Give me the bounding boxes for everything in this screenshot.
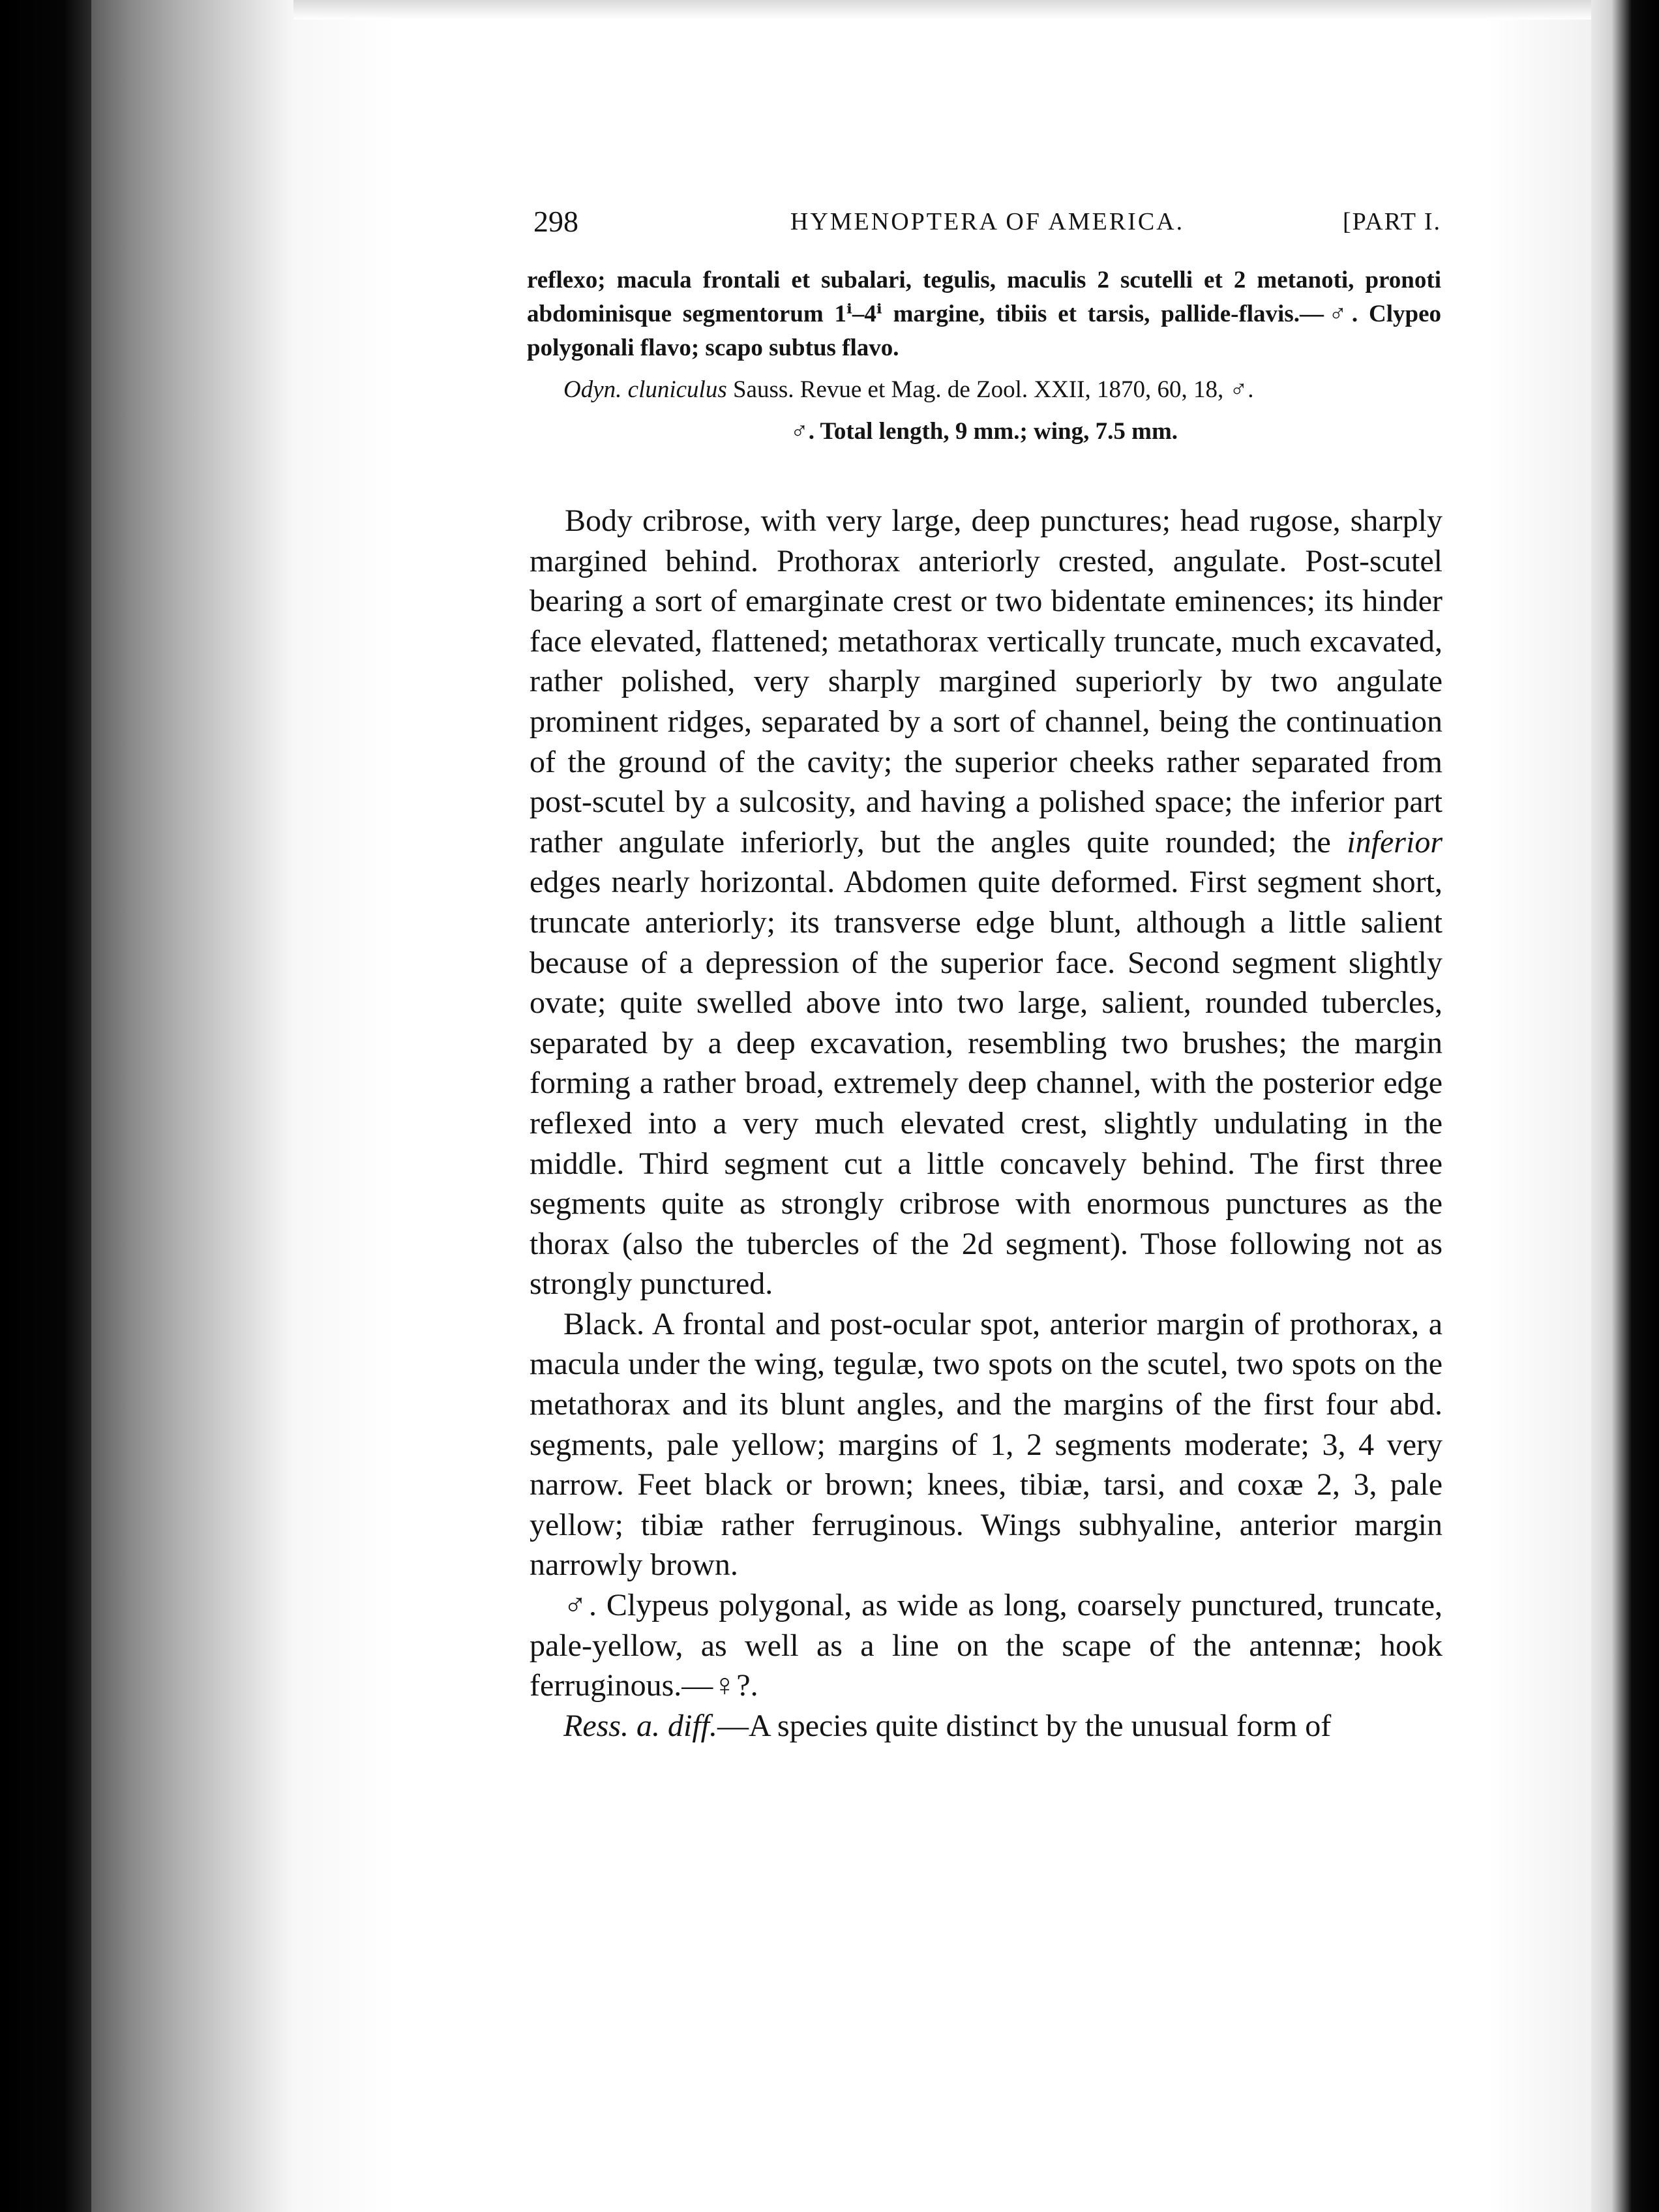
- running-header: [533, 202, 1441, 241]
- species-diagnosis: [527, 263, 1441, 449]
- measurements-line: ♂. Total length, 9 mm.; wing, 7.5 mm.: [790, 418, 1178, 445]
- paragraph-coloration: Black. A frontal and post-ocular spot, anterior margin of prothorax, a macula under the wing, tegulæ, two spots on the scutel, two spots on the metathorax and its blunt angles, and the margins of the first four abd. segments, pale yellow; margins of 1, 2 segments moderate; 3, 4 very narrow. Feet black or brown; knees, tibiæ, tarsi, and coxæ 2, 3, pale yellow; tibiæ rather ferruginous. Wings subhyaline, anterior margin narrowly brown.: [530, 1306, 1442, 1583]
- part-label: [PART I.: [1343, 208, 1441, 235]
- paragraph-male: ♂. Clypeus polygonal, as wide as long, coarsely punctured, truncate, pale-yellow, as well as a line on the scape of the antennæ; hook ferruginous.—♀?.: [530, 1588, 1442, 1703]
- running-title: HYMENOPTERA OF AMERICA.: [790, 208, 1185, 235]
- paragraph-structure: [530, 501, 1442, 1304]
- differences-text: —A species quite distinct by the unusual form of: [717, 1708, 1332, 1743]
- paragraph-differences: [530, 1706, 1442, 1746]
- paragraph-structure-text-b: edges nearly horizontal. Abdomen quite deformed. First segment short, truncate anteriorly; its transverse edge blunt, although a little salient because of a depression of the superior face. Second segment slightly ovate; quite swelled above into two large, salient, rounded tubercles, separated by a deep excavation, resembling two brushes; the margin forming a rather broad, extremely deep channel, with the posterior edge reflexed into a very much elevated crest, slightly undulating in the middle. Third segment cut a little concavely behind. The first three segments quite as strongly cribrose with enormous punctures as the thorax (also the tubercles of the 2d segment). Those following not as strongly punctured.: [530, 865, 1442, 1302]
- page-number: 298: [533, 205, 578, 238]
- paragraph-structure-text-a: Body cribrose, with very large, deep punctures; head rugose, sharply margined behind. Prothorax anteriorly crested, angulate. Post-scutel bearing a sort of emarginate crest or two bidentate eminences; its hinder face elevated, flattened; metathorax vertically truncate, much excavated, rather polished, very sharply margined superiorly by two angulate prominent ridges, separated by a sort of channel, being the continuation of the ground of the cavity; the superior cheeks rather separated from post-scutel by a sulcosity, and having a polished space; the inferior part rather angulate inferiorly, but the angles quite rounded; the: [530, 503, 1442, 859]
- differences-label: Ress. a. diff.: [563, 1708, 717, 1743]
- synonymy-reference: Sauss. Revue et Mag. de Zool. XXII, 1870, 60, 18, ♂.: [726, 376, 1254, 403]
- scan-right-edge: [1591, 0, 1659, 2212]
- body-text: [530, 501, 1442, 1746]
- synonymy-taxon: Odyn. cluniculus: [563, 376, 727, 403]
- page-top-edge: [293, 0, 1591, 20]
- scan-dark-margin: [0, 0, 91, 2212]
- synonymy-line: [527, 373, 1441, 407]
- book-gutter-shadow: [91, 0, 293, 2212]
- italic-word: inferior: [1347, 824, 1442, 859]
- latin-description: reflexo; macula frontali et subalari, tegulis, maculis 2 scutelli et 2 metanoti, pronoti abdominisque segmentorum 1ⁱ–4ⁱ margine, tibiis et tarsis, pallide-flavis.—♂. Clypeo polygonali flavo; scapo subtus flavo.: [527, 267, 1441, 361]
